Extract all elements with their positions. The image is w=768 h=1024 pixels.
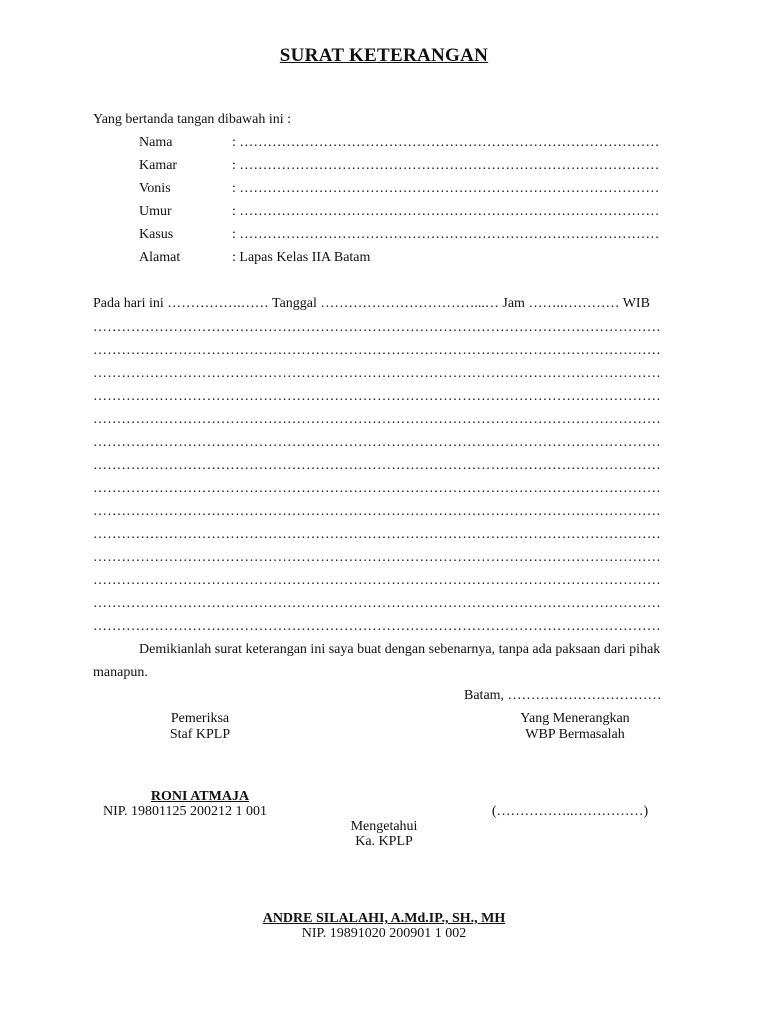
field-value: : ………………………………………………………………………………: [232, 135, 660, 150]
dotted-line: …………………………………………………………………………………………………………: [93, 435, 661, 450]
acknowledger-label: Mengetahui: [350, 819, 418, 834]
dotted-line: …………………………………………………………………………………………………………: [93, 458, 661, 473]
acknowledger-nip: NIP. 19891020 200901 1 002: [301, 926, 467, 941]
dotted-line: …………………………………………………………………………………………………………: [93, 320, 661, 335]
acknowledger-role: Ka. KPLP: [355, 834, 413, 849]
field-value: : Lapas Kelas IIA Batam: [232, 250, 371, 265]
field-label: Vonis: [139, 181, 171, 196]
intro-text: Yang bertanda tangan dibawah ini :: [93, 112, 292, 127]
dotted-line: …………………………………………………………………………………………………………: [93, 619, 661, 634]
declarant-role: Yang Menerangkan: [520, 711, 630, 726]
examiner-unit: Staf KPLP: [169, 727, 231, 742]
examiner-role: Pemeriksa: [170, 711, 230, 726]
dotted-line: …………………………………………………………………………………………………………: [93, 550, 661, 565]
dotted-line: …………………………………………………………………………………………………………: [93, 366, 661, 381]
field-label: Alamat: [139, 250, 181, 265]
field-row: [139, 249, 699, 267]
field-row: [139, 180, 699, 198]
date-time-line: Pada hari ini …………….…… Tanggal ……………………………...… Jam ……..………… WIB: [93, 296, 650, 311]
dotted-line: …………………………………………………………………………………………………………: [93, 573, 661, 588]
field-value: : ………………………………………………………………………………: [232, 204, 660, 219]
acknowledger-name: ANDRE SILALAHI, A.Md.IP., SH., MH: [262, 911, 506, 926]
field-value: : ………………………………………………………………………………: [232, 158, 660, 173]
dotted-line: …………………………………………………………………………………………………………: [93, 389, 661, 404]
closing-statement: Demikianlah surat keterangan ini saya buat dengan sebenarnya, tanpa ada paksaan dari pihak: [139, 642, 661, 657]
field-row: [139, 203, 699, 221]
field-value: : ………………………………………………………………………………: [232, 227, 660, 242]
field-row: [139, 157, 699, 175]
field-row: [139, 134, 699, 152]
field-row: [139, 226, 699, 244]
dotted-line: …………………………………………………………………………………………………………: [93, 527, 661, 542]
closing-statement-continuation: manapun.: [93, 665, 148, 680]
dotted-line: …………………………………………………………………………………………………………: [93, 596, 661, 611]
field-label: Kamar: [139, 158, 178, 173]
dotted-line: …………………………………………………………………………………………………………: [93, 504, 661, 519]
declarant-signature-blank: (……………..……………): [491, 804, 649, 819]
document-title: SURAT KETERANGAN: [279, 45, 489, 66]
examiner-nip: NIP. 19801125 200212 1 001: [103, 804, 267, 819]
dotted-line: …………………………………………………………………………………………………………: [93, 481, 661, 496]
examiner-name: RONI ATMAJA: [150, 789, 250, 804]
field-label: Umur: [139, 204, 172, 219]
field-label: Nama: [139, 135, 173, 150]
field-label: Kasus: [139, 227, 174, 242]
field-value: : ………………………………………………………………………………: [232, 181, 660, 196]
dotted-line: …………………………………………………………………………………………………………: [93, 412, 661, 427]
declarant-status: WBP Bermasalah: [525, 727, 625, 742]
place-date: Batam, ……………………………: [464, 688, 662, 703]
dotted-line: …………………………………………………………………………………………………………: [93, 343, 661, 358]
